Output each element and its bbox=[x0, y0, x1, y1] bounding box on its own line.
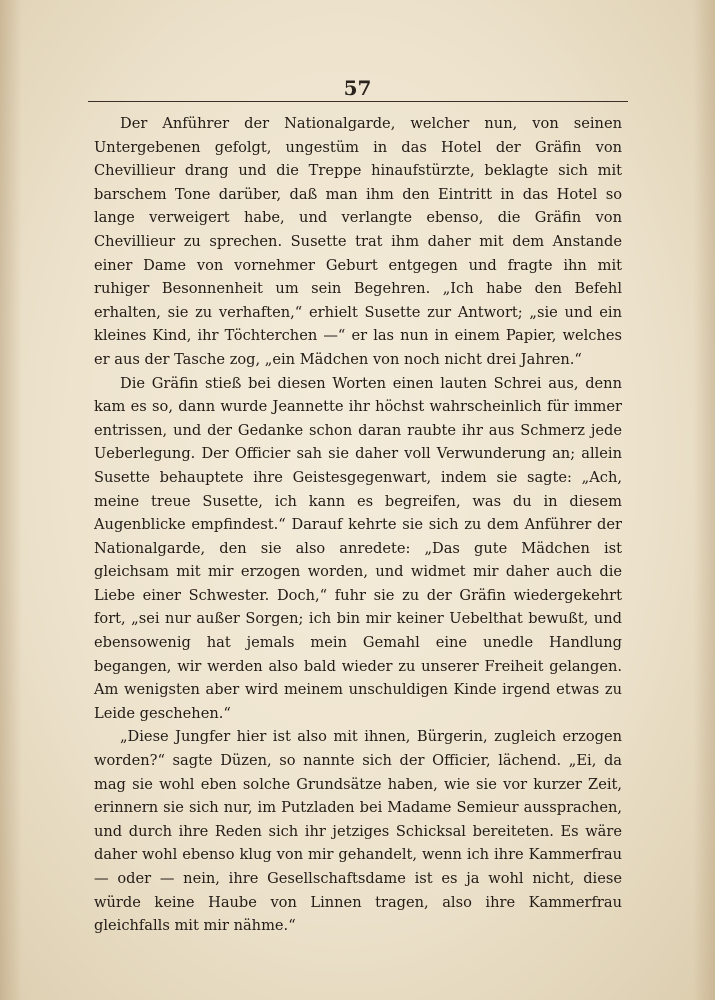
page-edge-shadow-left bbox=[0, 0, 22, 1000]
page-edge-shadow-right bbox=[693, 0, 715, 1000]
paragraph: „Diese Jungfer hier ist also mit ihnen, Bürgerin, zugleich erzogen worden?“ sagte Düzen, so nannte sich der Officier, lächend. „Ei, da mag sie wohl eben solche Grundsätze haben, wie sie vor kurzer Zeit, erinnern sie sich nur, im Putzladen bei Madame Semieur aussprachen, und durch ihre Reden sich ihr jetziges Schicksal bereiteten. Es wäre daher wohl ebenso klug von mir gehandelt, wenn ich ihre Kammerfrau — oder — nein, ihre Gesellschaftsdame ist es ja wohl nicht, diese würde keine Haube von Linnen tragen, also ihre Kammerfrau gleichfalls mit mir nähme.“ bbox=[94, 728, 622, 935]
header-rule bbox=[88, 101, 628, 102]
paragraph: Der Anführer der Nationalgarde, welcher nun, von seinen Untergebenen gefolgt, ungestüm in das Hotel der Gräfin von Chevillieur drang und die Treppe hinaufstürzte, beklagte sich mit barschem Tone darüber, daß man ihm den Eintritt in das Hotel so lange verweigert habe, und verlangte ebenso, die Gräfin von Chevillieur zu sprechen. Susette trat ihm daher mit dem Anstande einer Dame von vornehmer Geburt entgegen und fragte ihn mit ruhiger Besonnenheit um sein Begehren. „Ich habe den Befehl erhalten, sie zu verhaften,“ erhielt Susette zur Antwort; „sie und ein kleines Kind, ihr Töchterchen —“ er las nun in einem Papier, welches er aus der Tasche zog, „ein Mädchen von noch nicht drei Jahren.“ bbox=[94, 115, 622, 368]
paragraph: Die Gräfin stieß bei diesen Worten einen lauten Schrei aus, denn kam es so, dann wurde Jeannette ihr höchst wahrscheinlich für immer entrissen, und der Gedanke schon daran raubte ihr aus Schmerz jede Ueberlegung. Der Officier sah sie daher voll Verwunderung an; allein Susette behauptete ihre Geistesgegenwart, indem sie sagte: „Ach, meine treue Susette, ich kann es begreifen, was du in diesem Augenblicke empfindest.“ Darauf kehrte sie sich zu dem Anführer der Nationalgarde, den sie also anredete: „Das gute Mädchen ist gleichsam mit mir erzogen worden, und widmet mir daher auch die Liebe einer Schwester. Doch,“ fuhr sie zu der Gräfin wiedergekehrt fort, „sei nur außer Sorgen; ich bin mir keiner Uebelthat bewußt, und ebensowenig hat jemals mein Gemahl eine unedle Handlung begangen, wir werden also bald wieder zu unserer Freiheit gelangen. Am wenigsten aber wird meinem unschuldigen Kinde irgend etwas zu Leide geschehen.“ bbox=[94, 374, 622, 722]
page-number: 57 bbox=[343, 76, 372, 100]
page-body bbox=[94, 112, 622, 938]
